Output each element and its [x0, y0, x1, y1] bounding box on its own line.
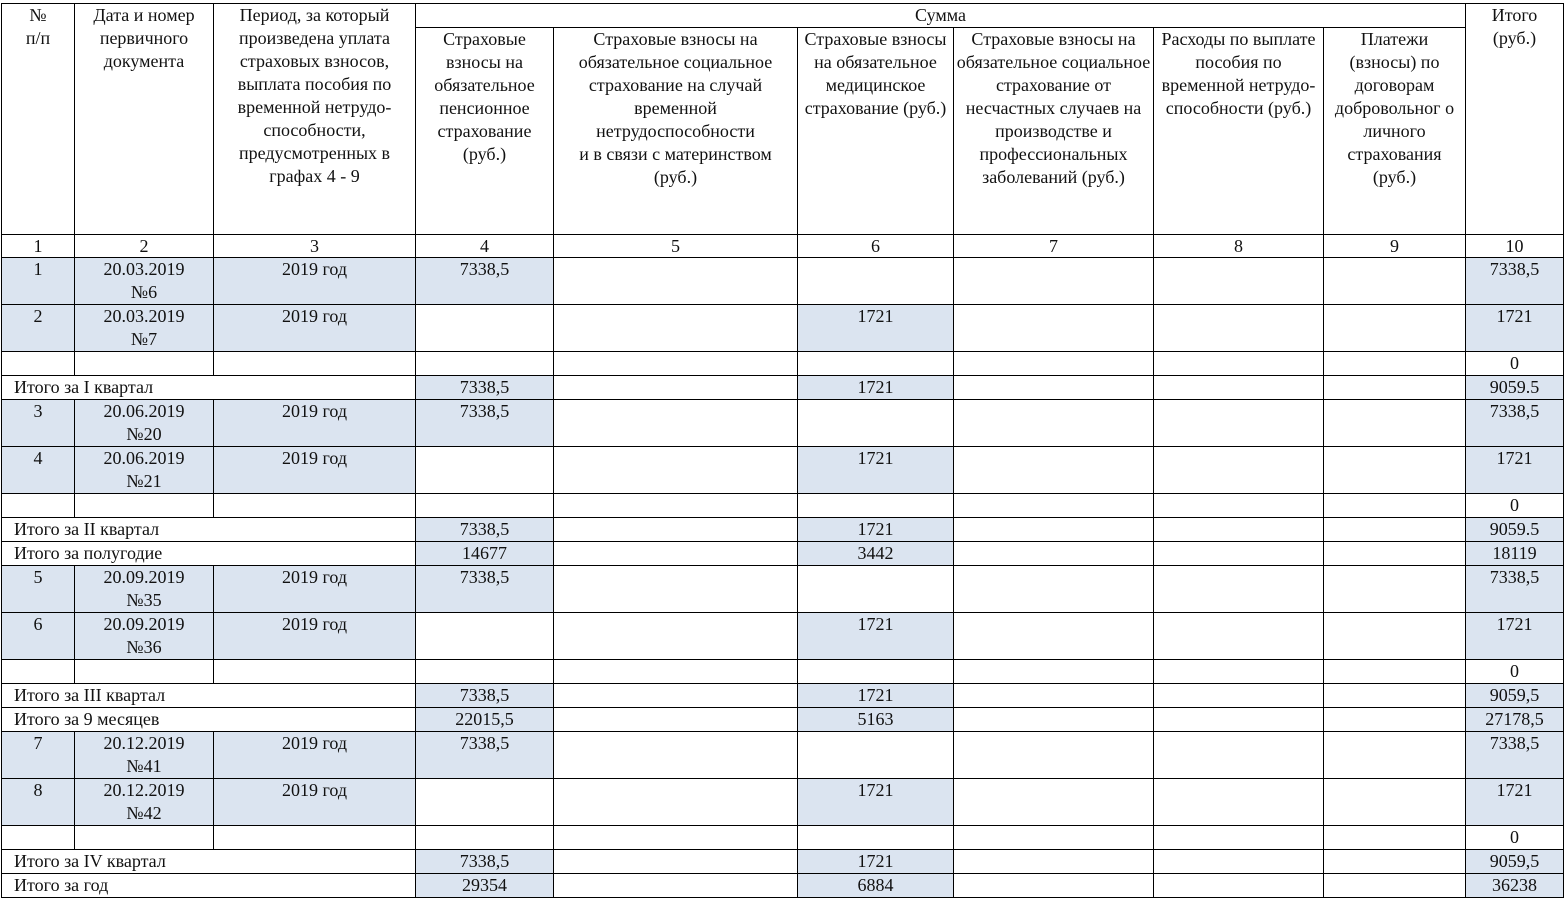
pension-amount: 22015,5	[416, 708, 554, 732]
pension-amount	[416, 447, 554, 494]
accident-amount	[954, 447, 1154, 494]
medical-amount	[798, 400, 954, 447]
column-numbers-row	[2, 235, 1564, 258]
header-medical: Страховые взносы на обязательное медицинское страхование (руб.)	[798, 28, 954, 235]
pension-amount: 7338,5	[416, 258, 554, 305]
table-row	[2, 566, 1564, 613]
row-total: 0	[1466, 352, 1564, 376]
accident-amount	[954, 376, 1154, 400]
medical-amount: 5163	[798, 708, 954, 732]
row-total: 7338,5	[1466, 566, 1564, 613]
empty-cell	[554, 352, 798, 376]
row-number: 4	[2, 447, 75, 494]
social-amount	[554, 779, 798, 826]
social-amount	[554, 518, 798, 542]
pension-amount: 29354	[416, 874, 554, 898]
social-amount	[554, 447, 798, 494]
accident-amount	[954, 708, 1154, 732]
voluntary-amount	[1324, 874, 1466, 898]
period: 2019 год	[214, 613, 416, 660]
benefit-amount	[1154, 613, 1324, 660]
voluntary-amount	[1324, 518, 1466, 542]
medical-amount: 1721	[798, 850, 954, 874]
empty-cell	[2, 494, 75, 518]
subtotal-row	[2, 850, 1564, 874]
voluntary-amount	[1324, 376, 1466, 400]
voluntary-amount	[1324, 850, 1466, 874]
col-number: 4	[416, 235, 554, 258]
accident-amount	[954, 684, 1154, 708]
empty-cell	[416, 660, 554, 684]
empty-cell	[1154, 660, 1324, 684]
row-number: 8	[2, 779, 75, 826]
benefit-amount	[1154, 258, 1324, 305]
document-ref: 20.12.2019 №41	[75, 732, 214, 779]
col-number: 7	[954, 235, 1154, 258]
medical-amount: 1721	[798, 447, 954, 494]
social-amount	[554, 613, 798, 660]
empty-cell	[2, 826, 75, 850]
subtotal-row	[2, 708, 1564, 732]
accident-amount	[954, 400, 1154, 447]
document-ref: 20.09.2019 №35	[75, 566, 214, 613]
pension-amount	[416, 305, 554, 352]
row-total: 7338,5	[1466, 400, 1564, 447]
social-amount	[554, 542, 798, 566]
social-amount	[554, 400, 798, 447]
table-row	[2, 305, 1564, 352]
medical-amount: 1721	[798, 518, 954, 542]
empty-cell	[75, 352, 214, 376]
subtotal-label: Итого за II квартал	[2, 518, 416, 542]
empty-cell	[798, 660, 954, 684]
row-total: 9059,5	[1466, 850, 1564, 874]
voluntary-amount	[1324, 305, 1466, 352]
voluntary-amount	[1324, 779, 1466, 826]
social-amount	[554, 305, 798, 352]
col-number: 2	[75, 235, 214, 258]
voluntary-amount	[1324, 447, 1466, 494]
empty-cell	[954, 826, 1154, 850]
medical-amount	[798, 566, 954, 613]
benefit-amount	[1154, 518, 1324, 542]
empty-cell	[1154, 494, 1324, 518]
period: 2019 год	[214, 447, 416, 494]
empty-cell	[798, 826, 954, 850]
header-num: № п/п	[2, 4, 75, 235]
header-accident: Страховые взносы на обязательное социальное страхование от несчастных случаев на производстве и профессиональных заболеваний (руб.)	[954, 28, 1154, 235]
empty-cell	[1324, 352, 1466, 376]
col-number: 1	[2, 235, 75, 258]
accident-amount	[954, 874, 1154, 898]
social-amount	[554, 258, 798, 305]
empty-cell	[214, 826, 416, 850]
voluntary-amount	[1324, 732, 1466, 779]
document-ref: 20.03.2019 №7	[75, 305, 214, 352]
col-number: 8	[1154, 235, 1324, 258]
table-row	[2, 258, 1564, 305]
pension-amount	[416, 613, 554, 660]
empty-cell	[954, 494, 1154, 518]
accident-amount	[954, 542, 1154, 566]
table-row	[2, 779, 1564, 826]
subtotal-label: Итого за полугодие	[2, 542, 416, 566]
medical-amount	[798, 732, 954, 779]
empty-cell	[954, 352, 1154, 376]
insurance-ledger-table	[1, 3, 1564, 898]
pension-amount: 7338,5	[416, 732, 554, 779]
row-total: 7338,5	[1466, 732, 1564, 779]
header-pension: Страховые взносы на обязательное пенсионное страхование (руб.)	[416, 28, 554, 235]
row-total: 1721	[1466, 613, 1564, 660]
empty-cell	[2, 352, 75, 376]
social-amount	[554, 708, 798, 732]
accident-amount	[954, 779, 1154, 826]
social-amount	[554, 566, 798, 613]
medical-amount: 3442	[798, 542, 954, 566]
accident-amount	[954, 732, 1154, 779]
voluntary-amount	[1324, 566, 1466, 613]
col-number: 10	[1466, 235, 1564, 258]
voluntary-amount	[1324, 400, 1466, 447]
voluntary-amount	[1324, 708, 1466, 732]
empty-cell	[798, 494, 954, 518]
social-amount	[554, 684, 798, 708]
table-row	[2, 732, 1564, 779]
row-total: 18119	[1466, 542, 1564, 566]
subtotal-row	[2, 874, 1564, 898]
header-social: Страховые взносы на обязательное социальное страхование на случай временной нетрудоспособности и в связи с материнством (руб.)	[554, 28, 798, 235]
medical-amount: 1721	[798, 613, 954, 660]
table-row	[2, 613, 1564, 660]
header-period: Период, за который произведена уплата страховых взносов, выплата пособия по временной нетрудо-способности, предусмотренных в графах 4 - 9	[214, 4, 416, 235]
row-number: 6	[2, 613, 75, 660]
row-total: 9059.5	[1466, 518, 1564, 542]
subtotal-label: Итого за 9 месяцев	[2, 708, 416, 732]
subtotal-label: Итого за IV квартал	[2, 850, 416, 874]
medical-amount: 6884	[798, 874, 954, 898]
document-ref: 20.12.2019 №42	[75, 779, 214, 826]
accident-amount	[954, 305, 1154, 352]
empty-cell	[416, 826, 554, 850]
row-total: 0	[1466, 660, 1564, 684]
medical-amount: 1721	[798, 376, 954, 400]
social-amount	[554, 732, 798, 779]
row-total: 1721	[1466, 447, 1564, 494]
empty-cell	[954, 660, 1154, 684]
empty-cell	[1324, 660, 1466, 684]
period: 2019 год	[214, 779, 416, 826]
pension-amount: 14677	[416, 542, 554, 566]
social-amount	[554, 850, 798, 874]
medical-amount	[798, 258, 954, 305]
row-total: 1721	[1466, 305, 1564, 352]
row-total: 9059,5	[1466, 684, 1564, 708]
subtotal-row	[2, 376, 1564, 400]
col-number: 3	[214, 235, 416, 258]
blank-row	[2, 826, 1564, 850]
empty-cell	[416, 352, 554, 376]
benefit-amount	[1154, 447, 1324, 494]
empty-cell	[798, 352, 954, 376]
period: 2019 год	[214, 400, 416, 447]
row-total: 7338,5	[1466, 258, 1564, 305]
empty-cell	[75, 660, 214, 684]
medical-amount: 1721	[798, 305, 954, 352]
empty-cell	[214, 352, 416, 376]
medical-amount: 1721	[798, 779, 954, 826]
subtotal-label: Итого за III квартал	[2, 684, 416, 708]
table-row	[2, 447, 1564, 494]
subtotal-label: Итого за I квартал	[2, 376, 416, 400]
blank-row	[2, 660, 1564, 684]
row-number: 5	[2, 566, 75, 613]
accident-amount	[954, 850, 1154, 874]
accident-amount	[954, 518, 1154, 542]
benefit-amount	[1154, 684, 1324, 708]
empty-cell	[554, 660, 798, 684]
empty-cell	[1154, 826, 1324, 850]
benefit-amount	[1154, 850, 1324, 874]
row-total: 0	[1466, 826, 1564, 850]
benefit-amount	[1154, 708, 1324, 732]
row-number: 7	[2, 732, 75, 779]
benefit-amount	[1154, 779, 1324, 826]
pension-amount: 7338,5	[416, 566, 554, 613]
row-number: 2	[2, 305, 75, 352]
document-ref: 20.06.2019 №20	[75, 400, 214, 447]
empty-cell	[1324, 826, 1466, 850]
period: 2019 год	[214, 732, 416, 779]
subtotal-row	[2, 518, 1564, 542]
pension-amount: 7338,5	[416, 850, 554, 874]
subtotal-row	[2, 542, 1564, 566]
empty-cell	[75, 826, 214, 850]
pension-amount	[416, 779, 554, 826]
row-total: 1721	[1466, 779, 1564, 826]
row-number: 1	[2, 258, 75, 305]
blank-row	[2, 494, 1564, 518]
medical-amount: 1721	[798, 684, 954, 708]
social-amount	[554, 376, 798, 400]
benefit-amount	[1154, 305, 1324, 352]
benefit-amount	[1154, 376, 1324, 400]
empty-cell	[416, 494, 554, 518]
header-voluntary: Платежи (взносы) по договорам добровольног о личного страхования (руб.)	[1324, 28, 1466, 235]
row-total: 27178,5	[1466, 708, 1564, 732]
row-total: 0	[1466, 494, 1564, 518]
period: 2019 год	[214, 566, 416, 613]
voluntary-amount	[1324, 258, 1466, 305]
subtotal-row	[2, 684, 1564, 708]
social-amount	[554, 874, 798, 898]
empty-cell	[214, 494, 416, 518]
pension-amount: 7338,5	[416, 684, 554, 708]
header-sum: Сумма	[416, 4, 1466, 28]
document-ref: 20.06.2019 №21	[75, 447, 214, 494]
pension-amount: 7338,5	[416, 376, 554, 400]
blank-row	[2, 352, 1564, 376]
header-benefit: Расходы по выплате пособия по временной нетрудо-способности (руб.)	[1154, 28, 1324, 235]
col-number: 6	[798, 235, 954, 258]
empty-cell	[1324, 494, 1466, 518]
period: 2019 год	[214, 305, 416, 352]
voluntary-amount	[1324, 684, 1466, 708]
empty-cell	[214, 660, 416, 684]
voluntary-amount	[1324, 613, 1466, 660]
accident-amount	[954, 613, 1154, 660]
col-number: 9	[1324, 235, 1466, 258]
document-ref: 20.09.2019 №36	[75, 613, 214, 660]
empty-cell	[2, 660, 75, 684]
pension-amount: 7338,5	[416, 400, 554, 447]
pension-amount: 7338,5	[416, 518, 554, 542]
empty-cell	[1154, 352, 1324, 376]
empty-cell	[554, 494, 798, 518]
accident-amount	[954, 566, 1154, 613]
benefit-amount	[1154, 400, 1324, 447]
empty-cell	[554, 826, 798, 850]
benefit-amount	[1154, 732, 1324, 779]
subtotal-label: Итого за год	[2, 874, 416, 898]
benefit-amount	[1154, 566, 1324, 613]
header-total: Итого (руб.)	[1466, 4, 1564, 235]
accident-amount	[954, 258, 1154, 305]
document-ref: 20.03.2019 №6	[75, 258, 214, 305]
col-number: 5	[554, 235, 798, 258]
header-doc: Дата и номер первичного документа	[75, 4, 214, 235]
benefit-amount	[1154, 874, 1324, 898]
row-total: 9059.5	[1466, 376, 1564, 400]
voluntary-amount	[1324, 542, 1466, 566]
period: 2019 год	[214, 258, 416, 305]
table-row	[2, 400, 1564, 447]
benefit-amount	[1154, 542, 1324, 566]
row-number: 3	[2, 400, 75, 447]
empty-cell	[75, 494, 214, 518]
row-total: 36238	[1466, 874, 1564, 898]
